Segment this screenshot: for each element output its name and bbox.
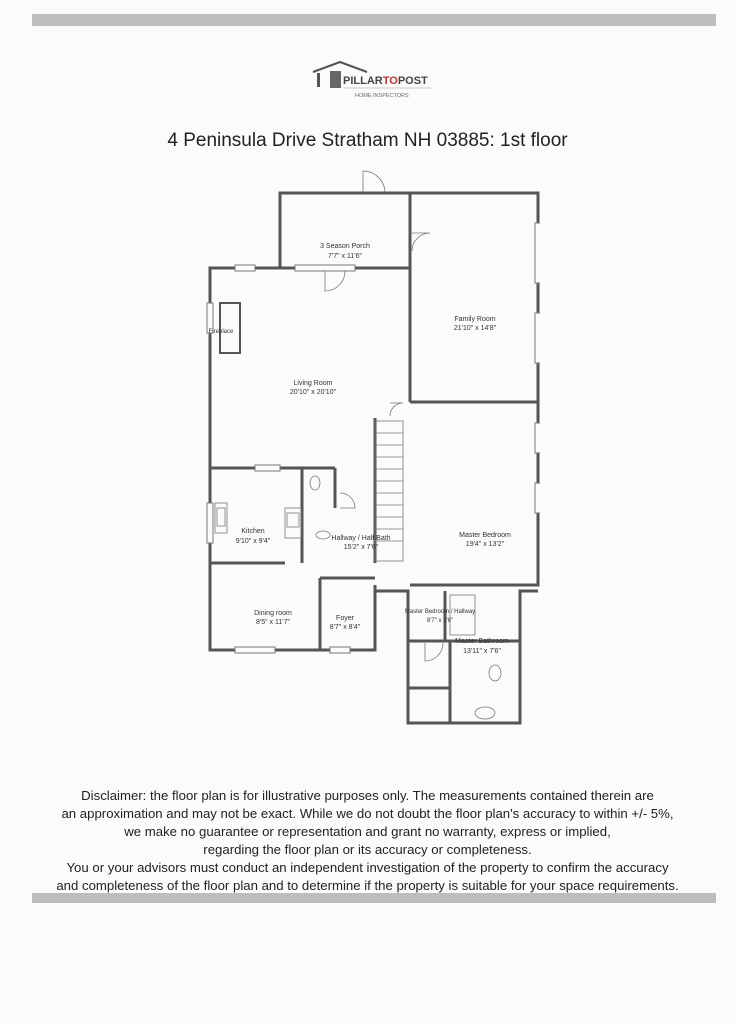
shower-icon [450, 595, 475, 635]
logo-text-to: TO [382, 75, 398, 87]
master-bedroom-name: Master Bedroom [459, 532, 511, 539]
hallway-size: 15'2" x 7'6" [343, 544, 379, 551]
toilet-icon [489, 665, 501, 681]
disclaimer-line: You or your advisors must conduct an independent investigation of the property to confirm the accuracy [66, 860, 669, 875]
logo-door [330, 71, 341, 88]
logo-tagline: HOME INSPECTORS [355, 93, 409, 99]
master-bath-name: Master Bathroom [455, 638, 509, 645]
foyer-size: 8'7" x 8'4" [329, 624, 361, 631]
stove-icon [287, 513, 299, 527]
door-porch [363, 171, 385, 193]
kitchen-size: 9'10" x 9'4" [235, 538, 271, 545]
foyer-name: Foyer [336, 615, 354, 622]
fireplace-icon [220, 303, 240, 353]
bath-fixtures [310, 476, 501, 719]
disclaimer-line: regarding the floor plan or its accuracy or completeness. [203, 842, 532, 857]
room-labels [236, 243, 511, 655]
tub-icon [475, 707, 495, 719]
wall-family [410, 193, 538, 585]
disclaimer-line: and completeness of the floor plan and to determine if the property is suitable for your space requirements. [56, 878, 679, 893]
porch-size: 7'7" x 11'6" [328, 253, 362, 260]
sink-icon [217, 508, 225, 526]
page-title: 4 Peninsula Drive Stratham NH 03885: 1st floor [167, 130, 568, 151]
living-room-size: 20'10" x 20'10" [289, 389, 337, 396]
bottom-band [32, 893, 716, 903]
porch-name: 3 Season Porch [320, 243, 370, 250]
family-room-size: 21'10" x 14'8" [453, 325, 497, 332]
master-hallway-size: 8'7" x 3'6" [426, 618, 454, 624]
hallway-name: Hallway / Half Bath [331, 535, 391, 542]
door-living [325, 271, 345, 291]
disclaimer-line: we make no guarantee or representation and grant no warranty, express or implied, [124, 824, 611, 839]
dining-room-size: 8'5" x 11'7" [256, 619, 290, 626]
family-room-name: Family Room [454, 316, 496, 323]
door-half-bath [340, 493, 355, 508]
dining-room-name: Dining room [254, 610, 292, 617]
logo-pillar [317, 73, 320, 87]
door-stairs [390, 403, 403, 416]
door-family-porch [412, 233, 430, 251]
wall-master-bath [375, 585, 538, 723]
half-bath-sink-icon [316, 531, 330, 539]
disclaimer-line: an approximation and may not be exact. While we do not doubt the floor plan's accuracy to within +/- 5%, [61, 806, 674, 821]
master-bath-size: 13'11" x 7'6" [463, 648, 501, 655]
master-bedroom-size: 19'4" x 13'2" [465, 541, 505, 548]
logo-text-post: POST [397, 75, 428, 87]
svg-text:PILLARTOPOST [343, 75, 428, 87]
fireplace-label: Fireplace [208, 329, 234, 335]
floor-plan [195, 163, 540, 733]
pillar-to-post-logo [305, 58, 445, 102]
logo-text-pillar: PILLAR [343, 75, 383, 87]
logo-roof [313, 62, 367, 72]
disclaimer-line: Disclaimer: the floor plan is for illustrative purposes only. The measurements contained therein are [81, 788, 654, 803]
half-bath-toilet-icon [310, 476, 320, 490]
door-master-bath [425, 643, 443, 661]
top-band [32, 14, 716, 26]
kitchen-name: Kitchen [241, 528, 265, 535]
master-hallway-name: Master Bedroom / Hallway [404, 609, 476, 615]
living-room-name: Living Room [293, 380, 333, 387]
disclaimer [30, 787, 705, 895]
